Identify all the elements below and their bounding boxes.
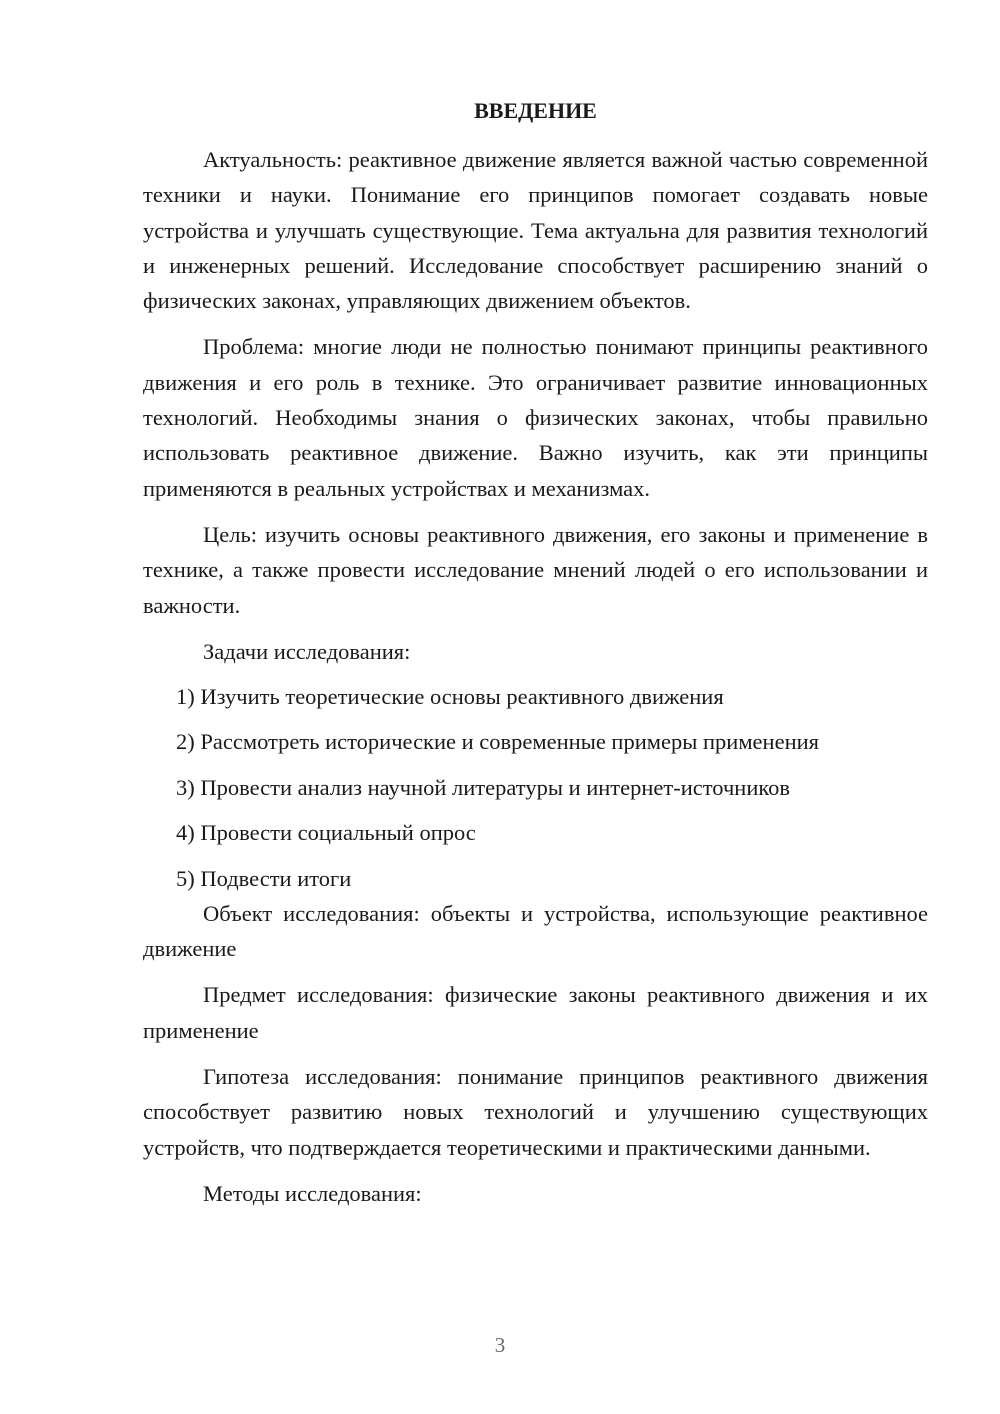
- list-item: 2) Рассмотреть исторические и современные примеры применения: [176, 729, 819, 755]
- relevance-paragraph: Актуальность: реактивное движение является важной частью современной техники и науки. Понимание его принципов помогает создавать новые устройства и улучшать существующие. Тема актуальна для развития технологий и инженерных решений. Исследование способствует расширению знаний о физических законах, управляющих движением объектов.: [143, 147, 928, 314]
- list-item: 5) Подвести итоги: [176, 865, 352, 891]
- list-item: 4) Провести социальный опрос: [176, 820, 476, 846]
- hypothesis-paragraph: Гипотеза исследования: понимание принципов реактивного движения способствует развитию новых технологий и улучшению существующих устройств, что подтверждается теоретическими и практическими данными.: [143, 1064, 928, 1160]
- tasks-heading: Задачи исследования:: [203, 638, 411, 664]
- object-paragraph: Объект исследования: объекты и устройства, использующие реактивное движение: [143, 900, 928, 962]
- page-title: ВВЕДЕНИЕ: [474, 98, 597, 123]
- subject-paragraph: Предмет исследования: физические законы реактивного движения и их применение: [143, 982, 928, 1043]
- list-item: 1) Изучить теоретические основы реактивного движения: [176, 683, 724, 709]
- page-number: 3: [494, 1333, 506, 1357]
- page-content: [143, 93, 928, 1211]
- problem-paragraph: Проблема: многие люди не полностью понимают принципы реактивного движения и его роль в технике. Это ограничивает развитие инновационных технологий. Необходимы знания о физических законах, чтобы правильно использовать реактивное движение. Важно изучить, как эти принципы применяются в реальных устройствах и механизмах.: [143, 334, 928, 501]
- goal-paragraph: Цель: изучить основы реактивного движения, его законы и применение в технике, а также провести исследование мнений людей о его использовании и важности.: [143, 521, 928, 618]
- list-item: 3) Провести анализ научной литературы и интернет-источников: [176, 774, 791, 800]
- methods-heading: Методы исследования:: [203, 1180, 422, 1206]
- tasks-list: [143, 679, 928, 896]
